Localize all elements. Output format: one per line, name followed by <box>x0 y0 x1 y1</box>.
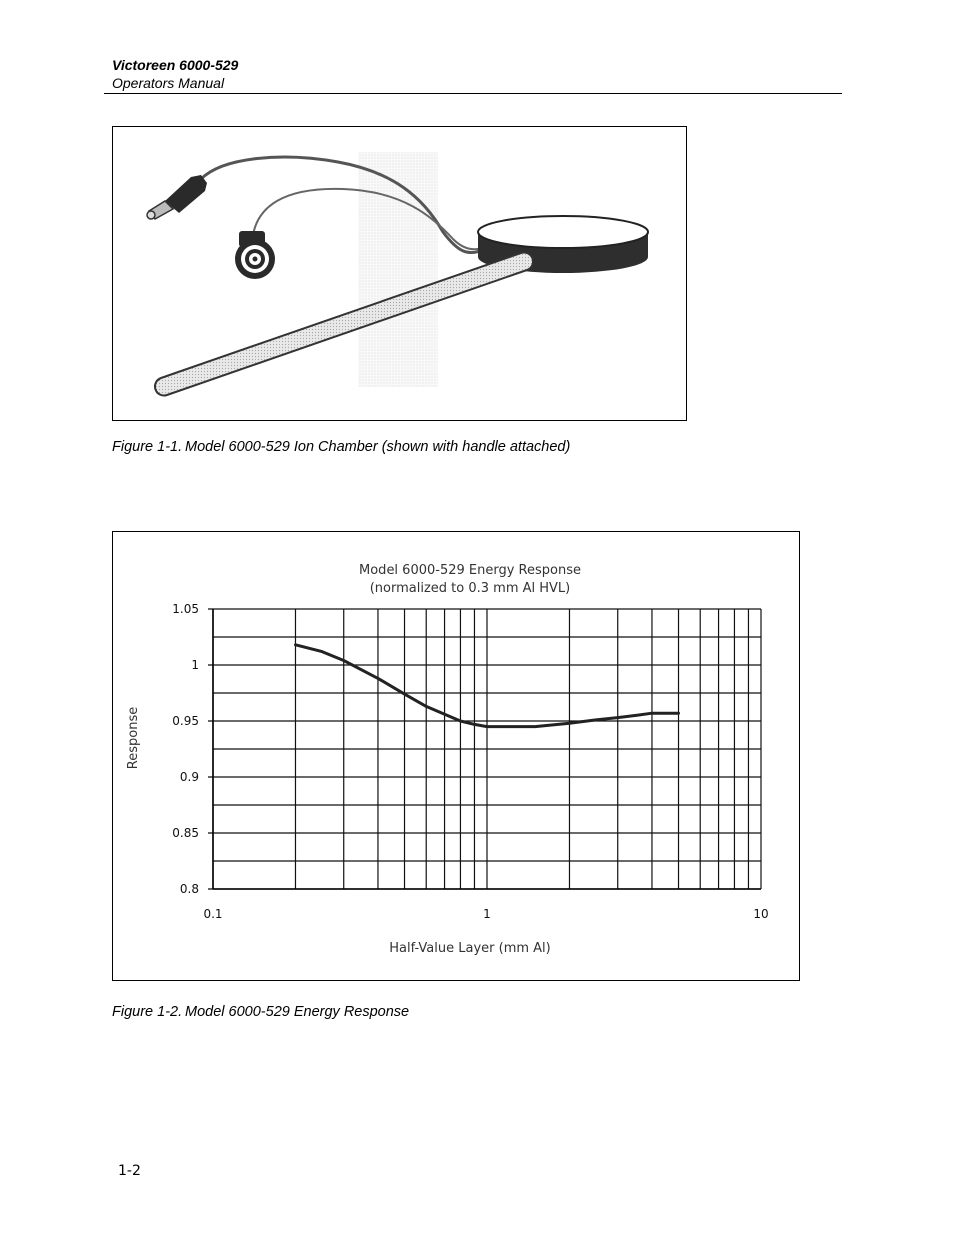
y-tick-label: 1 <box>191 658 199 672</box>
y-axis-label: Response <box>126 706 141 770</box>
running-header-subtitle: Operators Manual <box>112 75 225 91</box>
handle-rod <box>155 252 533 395</box>
x-axis-label: Half-Value Layer (mm Al) <box>389 941 551 956</box>
bnc-connector <box>235 231 275 279</box>
y-tick-label: 0.9 <box>179 770 199 784</box>
tick-labels <box>172 602 768 921</box>
page-number: 1-2 <box>118 1163 141 1179</box>
figure-1-caption: Figure 1-1. Model 6000-529 Ion Chamber (shown with handle attached) <box>112 439 571 455</box>
y-tick-label: 0.8 <box>179 882 199 896</box>
y-tick-label: 0.85 <box>172 826 199 840</box>
chart-subtitle: (normalized to 0.3 mm Al HVL) <box>369 581 571 596</box>
grid <box>213 609 761 889</box>
y-tick-label: 1.05 <box>172 602 199 616</box>
pin-connector <box>147 175 207 219</box>
chart-title: Model 6000-529 Energy Response <box>359 563 581 578</box>
figure-2-caption: Figure 1-2. Model 6000-529 Energy Response <box>112 1004 410 1020</box>
chart-canvas <box>113 532 799 980</box>
scan-shading <box>358 152 438 387</box>
figure-ion-chamber <box>112 126 687 421</box>
x-tick-label: 0.1 <box>203 907 223 921</box>
ion-chamber-illustration <box>113 127 686 420</box>
running-header-title: Victoreen 6000-529 <box>112 57 239 73</box>
energy-response-chart <box>112 531 800 981</box>
x-tick-label: 10 <box>753 907 769 921</box>
header-rule <box>104 93 842 94</box>
y-tick-label: 0.95 <box>172 714 199 728</box>
x-tick-label: 1 <box>483 907 491 921</box>
